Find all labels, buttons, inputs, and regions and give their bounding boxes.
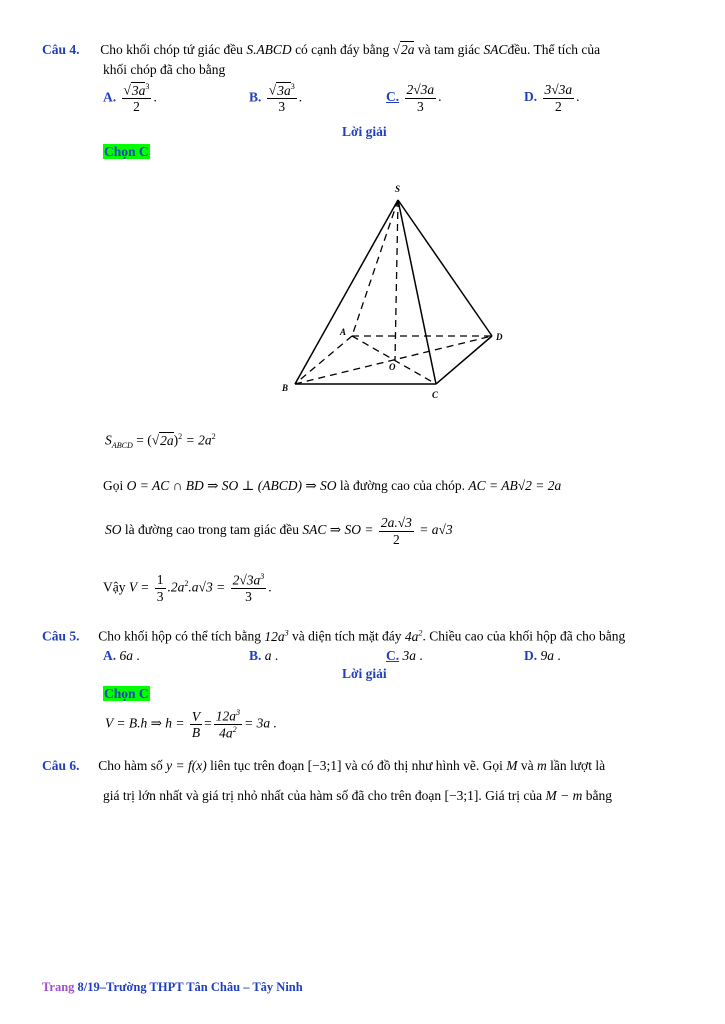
q6-line1: Câu 6. Cho hàm số y = f(x) liên tục trên đoạn [−3;1] và có đồ thị như hình vẽ. Gọi M và m lần lượt là <box>42 758 606 773</box>
q4-text-a: Cho khối chóp tứ giác đều <box>100 42 243 57</box>
q4-side: √2a <box>392 42 415 57</box>
q5-label: Câu 5. <box>42 628 80 644</box>
q4-volume-line: Vậy V = $\frac{1}{3}$ $.2a^2.a√3$ = $\frac{2√3a^3}{3}$ . <box>103 572 272 605</box>
q6-label: Câu 6. <box>42 758 80 773</box>
q4-option-c[interactable]: C. $\frac{2√3a}{3}$ . <box>386 82 442 114</box>
q4-solution-title: Lời giải <box>342 124 387 139</box>
q4-text-c: và tam giác <box>417 42 481 57</box>
q4-text-b: có cạnh đáy bằng <box>295 42 390 57</box>
q5-option-b[interactable]: B. a . <box>249 648 279 663</box>
q5-area: $4a^2$ <box>404 628 423 644</box>
q4-option-d[interactable]: D. $\frac{3√3a}{2}$ . <box>524 82 580 114</box>
q4-option-b[interactable]: B. $\frac{√3a^3}{3}$ . <box>249 82 303 115</box>
edge-bd <box>295 336 492 384</box>
q4-label: Câu 4. <box>42 42 80 57</box>
label-b: B <box>282 383 289 393</box>
q5-line1: Câu 5. Cho khối hộp có thể tích bằng $12a^3$ và diện tích mặt đáy $4a^2$. Chiều cao của khối hộp đã cho bằng <box>42 628 626 644</box>
q5-volume: $12a^3$ <box>264 628 289 644</box>
q4-option-a[interactable]: A. $\frac{√3a^3}{2}$ . <box>103 82 157 115</box>
label-d: D <box>496 332 503 342</box>
q5-option-a[interactable]: A. 6a . <box>103 648 140 663</box>
edge-so <box>395 200 398 360</box>
q4-area-formula: $S_{ABCD} = (√2a)^2 = 2a^2$ <box>105 432 216 451</box>
q4-choose: Chọn C <box>104 144 149 159</box>
q4-triangle: SAC <box>483 42 508 57</box>
page-footer <box>42 980 303 995</box>
q4-height-line: Gọi O = AC ∩ BD ⇒ SO ⊥ (ABCD) ⇒ SO là đường cao của chóp. AC = AB√2 = 2a <box>103 478 562 493</box>
q6-line2: giá trị lớn nhất và giá trị nhỏ nhất của hàm số đã cho trên đoạn [−3;1]. Giá trị của M − m bằng <box>103 788 612 803</box>
q4-text-d: đều. Thể tích của <box>507 42 601 57</box>
q4-line1 <box>42 42 600 58</box>
edge-sb <box>295 200 398 384</box>
q5-choose: Chọn C <box>104 686 149 701</box>
q4-line2: khối chóp đã cho bằng <box>103 62 226 77</box>
pyramid-figure <box>270 178 520 403</box>
label-a: A <box>340 327 347 337</box>
label-s: S <box>395 184 401 194</box>
q5-option-c[interactable]: C. 3a . <box>386 648 423 663</box>
label-c: C <box>432 390 439 400</box>
q5-solution-formula: V = B.h ⇒ h = $\frac{V}{B}$ = $\frac{12a^3}{4a^2}$ = 3a . <box>105 708 277 741</box>
footer-page-word: Trang <box>42 980 75 994</box>
q5-option-d[interactable]: D. 9a . <box>524 648 561 663</box>
q5-solution-title: Lời giải <box>342 666 387 681</box>
footer-page-number: 8/19 <box>77 980 100 994</box>
footer-school: –Trường THPT Tân Châu – Tây Ninh <box>99 980 303 994</box>
edge-sa <box>352 200 398 336</box>
q4-pyramid-name: S.ABCD <box>246 42 292 57</box>
q4-so-line: SO là đường cao trong tam giác đều SAC ⇒ SO = $\frac{2a.√3}{2}$ = a√3 <box>105 515 453 547</box>
label-o: O <box>389 362 396 372</box>
